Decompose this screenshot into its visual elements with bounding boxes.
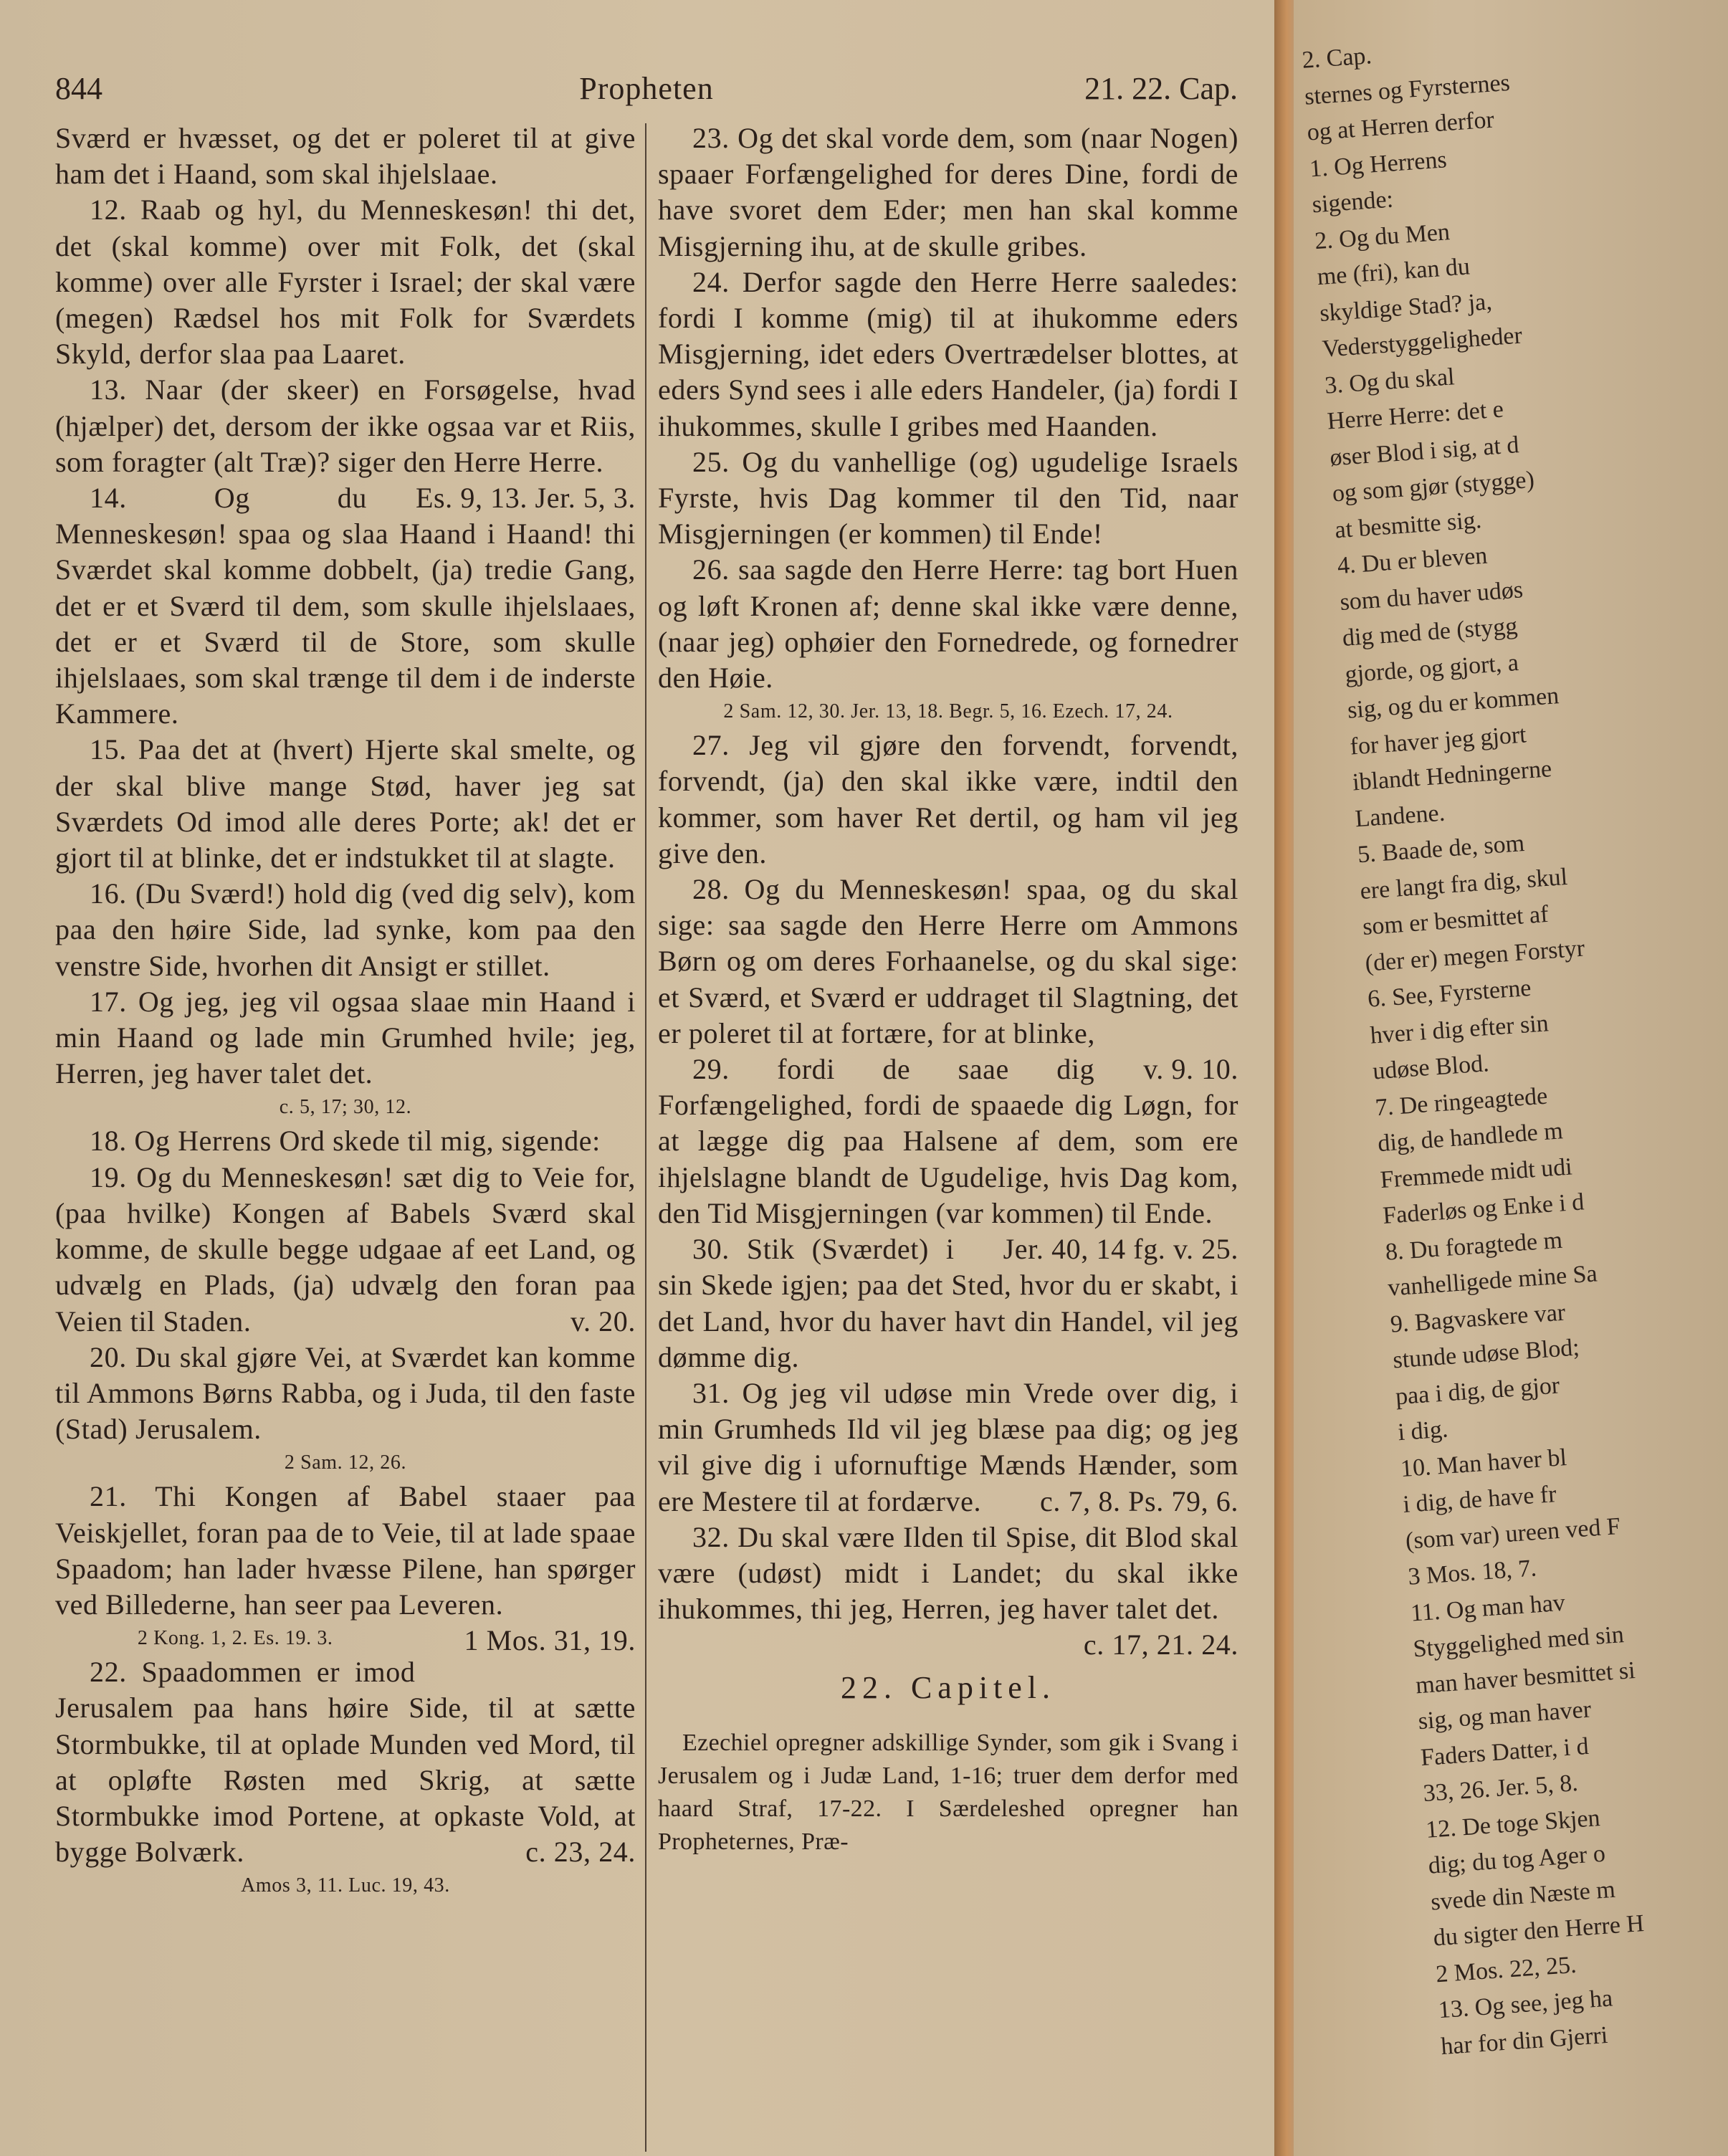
facing-page-line: i dig, de have fr	[1402, 1481, 1557, 1518]
verse-text: Og du Menneskesøn! spaa og slaa Haand i Haand! thi Sværdet skal komme dobbelt, (ja) tredie Gang, det er et Sværd til dem, som skulle ihjelslaaes, det er et Sværd til de Store, som skulle ihjelslaaes, som skal trænge til dem i de inderste Kammere.	[55, 482, 636, 730]
verse-number: 31.	[692, 1376, 730, 1409]
facing-page-line: paa i dig, de gjor	[1394, 1371, 1561, 1410]
facing-page-line: udøse Blod.	[1372, 1050, 1490, 1085]
verse	[55, 480, 636, 732]
verse	[658, 120, 1238, 264]
inline-reference: Es. 9, 13. Jer. 5, 3.	[415, 482, 636, 515]
facing-page-line: stunde udøse Blod;	[1392, 1334, 1580, 1374]
verse-text: Raab og hyl, du Menneskesøn! thi det, det (skal komme) over mit Folk, det (skal komme) over alle Fyrster i Israel; der skal være (megen) Rædsel hos mit Folk for Sværdets Skyld, derfor slaa paa Laaret.	[55, 194, 636, 371]
inline-reference: c. 7, 8. Ps. 79, 6.	[1040, 1484, 1238, 1517]
facing-page-line: 5. Baade de, som	[1356, 830, 1526, 869]
verse	[55, 192, 636, 372]
verse	[658, 728, 1238, 872]
facing-page-line: dig, de handlede m	[1377, 1117, 1564, 1158]
facing-page-line: 10. Man haver bl	[1399, 1444, 1568, 1482]
facing-page-line: 3. Og du skal	[1324, 363, 1456, 399]
verse-text: Og Herrens Ord skede til mig, sigende:	[134, 1125, 601, 1158]
facing-page-line: 7. De ringeagtede	[1374, 1082, 1549, 1121]
cross-reference: Amos 3, 11. Luc. 19, 43.	[241, 1874, 450, 1897]
facing-page-line: hver i dig efter sin	[1369, 1009, 1550, 1049]
verse	[658, 1520, 1238, 1661]
verse	[658, 444, 1238, 553]
verse-number: 26.	[692, 553, 730, 586]
verse-text: Stik (Sværdet) i sin Skede igjen; paa det Sted, hvor du er skabt, i det Land, hvor du haver havt din Handel, vil jeg dømme dig.	[658, 1233, 1238, 1373]
verse-number: 24.	[692, 265, 730, 298]
running-header	[55, 70, 1238, 113]
verse	[55, 732, 636, 876]
facing-page-line: (der er) megen Forstyr	[1364, 935, 1586, 977]
verse-text: Paa det at (hvert) Hjerte skal smelte, og der skal blive mange Stød, haver jeg sat Sværdets Od imod alle deres Porte; ak! det er gjort til at blinke, det er indstukket til at slagte.	[55, 733, 636, 874]
cross-reference: 2 Sam. 12, 30. Jer. 13, 18. Begr. 5, 16. Ezech. 17, 24.	[723, 700, 1173, 723]
facing-page-line: 33, 26. Jer. 5, 8.	[1422, 1769, 1579, 1807]
facing-page-line: for haver jeg gjort	[1349, 720, 1527, 760]
verse-number: 27.	[692, 729, 730, 762]
chapter-heading: 22. Capitel.	[840, 1670, 1056, 1706]
facing-page-line: vanhelligede mine Sa	[1387, 1260, 1598, 1302]
verse	[55, 984, 636, 1092]
verse-number: 23.	[692, 122, 730, 154]
facing-page-line: som er besmittet af	[1361, 900, 1550, 940]
facing-page-line: dig med de (stygg	[1341, 612, 1519, 652]
verse	[55, 1654, 636, 1870]
facing-page-line: Faderløs og Enke i d	[1382, 1188, 1585, 1229]
facing-page-line: svede din Næste m	[1430, 1876, 1616, 1916]
verse-number: 16.	[90, 877, 127, 910]
verse-text: Naar (der skeer) en Forsøgelse, hvad (hjælper) det, dersom der ikke ogsaa var et Riis, som foragter (alt Træ)? siger den Herre Herre.	[55, 373, 636, 478]
inline-reference: c. 17, 21. 24.	[1083, 1628, 1238, 1661]
inline-reference: 1 Mos. 31, 19.	[464, 1624, 636, 1657]
left-column	[55, 120, 636, 1902]
column-divider	[645, 123, 646, 2152]
verse-text: Thi Kongen af Babel staaer paa Veiskjellet, foran paa de to Veie, til at lade spaae Spaadom; han lader hvæsse Pilene, han spørger ved Billederne, han seer paa Leveren.	[55, 1480, 636, 1621]
facing-page-line: 4. Du er bleven	[1336, 542, 1489, 580]
verse-text: Og jeg, jeg vil ogsaa slaae min Haand i min Haand og lade min Grumhed hvile; jeg, Herren, jeg haver talet det.	[55, 985, 636, 1090]
facing-page-line: dig; du tog Ager o	[1427, 1840, 1606, 1879]
facing-page-line: 12. De toge Skjen	[1425, 1804, 1601, 1843]
running-title: Propheten	[579, 71, 714, 106]
verse-text: Derfor sagde den Herre Herre saaledes: fordi I komme (mig) til at ihukomme eders Misgjerning, idet eders Overtrædelser blottes, at eders Synd sees i alle eders Handeler, (ja) fordi I ihukommes, skulle I gribes med Haanden.	[658, 265, 1238, 442]
verse-text: Og det skal vorde dem, som (naar Nogen) spaaer Forfængelighed for deres Dine, fordi de have svoret dem Eder; men han skal komme Misgjerning ihu, at de skulle gribes.	[658, 122, 1238, 262]
cross-reference: c. 5, 17; 30, 12.	[279, 1096, 412, 1119]
facing-page-line: og som gjør (stygge)	[1331, 466, 1535, 507]
facing-page-line: Vederstyggeligheder	[1321, 322, 1523, 363]
verse-number: 21.	[90, 1480, 127, 1513]
verse-text: (Du Sværd!) hold dig (ved dig selv), kom paa den høire Side, lad synke, kom paa den venstre Side, hvorhen dit Ansigt er stillet.	[55, 877, 636, 982]
verse-text: Og jeg vil udøse min Vrede over dig, i min Grumheds Ild vil jeg blæse paa dig; og jeg vil give dig i ufornuftige Mænds Hænder, som ere Mestere til at fordærve.	[658, 1376, 1238, 1517]
facing-page-fragment	[1294, 0, 1646, 2156]
facing-page-line: 9. Bagvaskere var	[1389, 1299, 1567, 1338]
facing-page-line: har for din Gjerri	[1440, 2021, 1609, 2060]
facing-page-line: sig, og man haver	[1417, 1696, 1593, 1735]
facing-page-line: 8. Du foragtede m	[1384, 1226, 1564, 1266]
chapter-summary: Ezechiel opregner adskillige Synder, som gik i Svang i Jerusalem og i Judæ Land, 1-16; truer dem derfor med haard Straf, 17-22. I Særdeleshed opregner han Propheternes, Præ-	[658, 1729, 1238, 1855]
facing-page-line: iblandt Hedningerne	[1351, 755, 1553, 796]
right-column	[658, 120, 1238, 1859]
verse-text: Du skal være Ilden til Spise, dit Blod skal være (udøst) midt i Landet; du skal ikke ihukommes, thi jeg, Herren, jeg haver talet det.	[658, 1520, 1238, 1626]
facing-page-line: 6. See, Fyrsterne	[1367, 974, 1532, 1013]
facing-page-line: sternes og Fyrsternes	[1303, 69, 1511, 110]
inline-reference: Jer. 40, 14 fg. v. 25.	[1003, 1233, 1238, 1266]
facing-page-line: øser Blod i sig, at d	[1329, 431, 1520, 472]
verse-number: 32.	[692, 1520, 730, 1553]
verse-text: Jeg vil gjøre den forvendt, forvendt, forvendt, (ja) den skal ikke være, indtil den kommer, som haver Ret dertil, og ham vil jeg give den.	[658, 729, 1238, 869]
facing-page-line: 11. Og man hav	[1409, 1589, 1566, 1627]
verse-text: fordi de saae dig Forfængelighed, fordi de spaaede dig Løgn, for at lægge dig paa Halsene af dem, som ere ihjelslagne blandt de Ugudelige, hvis Dag kom, den Tid Misgjerningen (var kommen) til Ende.	[658, 1053, 1238, 1229]
facing-page-line: at besmitte sig.	[1334, 506, 1483, 543]
verse	[55, 1123, 636, 1159]
facing-page-line: 13. Og see, jeg ha	[1437, 1985, 1614, 2024]
facing-page-line: sigende:	[1311, 186, 1395, 219]
verse	[55, 120, 636, 192]
verse	[55, 1160, 636, 1340]
verse-number: 19.	[90, 1160, 127, 1193]
facing-page-line: Fremmede midt udi	[1379, 1153, 1573, 1193]
facing-page-line: i dig.	[1397, 1416, 1449, 1446]
facing-page-line: skyldige Stad? ja,	[1319, 287, 1493, 327]
facing-page-line: me (fri), kan du	[1316, 253, 1471, 291]
verse-number: 14.	[90, 482, 127, 515]
facing-page-line: Faders Datter, i d	[1419, 1732, 1590, 1771]
verse	[55, 876, 636, 984]
verse-number: 18.	[90, 1125, 127, 1158]
verse-number: 28.	[692, 873, 730, 906]
verse-number: 25.	[692, 445, 730, 478]
inline-reference: v. 9. 10.	[1143, 1053, 1238, 1086]
inline-reference: c. 23, 24.	[525, 1836, 636, 1869]
facing-page-line: Herre Herre: det e	[1326, 396, 1504, 435]
facing-page-line: 2. Cap.	[1301, 42, 1373, 74]
verse-text: Sværd er hvæsset, og det er poleret til at give ham det i Haand, som skal ihjelslaae.	[55, 122, 636, 191]
verse-text: Og du Menneskesøn! sæt dig to Veie for, (paa hvilke) Kongen af Babels Sværd skal komme, de skulle begge udgaae af eet Land, og udvælg en Plads, (ja) udvælg den foran paa Veien til Staden.	[55, 1160, 636, 1337]
facing-page-line: du sigter den Herre H	[1432, 1910, 1646, 1952]
verse-number: 15.	[90, 733, 127, 766]
verse	[658, 1375, 1238, 1520]
verse-text: Du skal gjøre Vei, at Sværdet kan komme til Ammons Børns Rabba, og i Juda, til den faste (Stad) Jerusalem.	[55, 1340, 636, 1446]
facing-page-line: (som var) ureen ved F	[1404, 1512, 1621, 1555]
facing-page-line: gjorde, og gjort, a	[1344, 649, 1519, 688]
facing-page-line: ere langt fra dig, skul	[1359, 863, 1569, 905]
verse-text: Og du vanhellige (og) ugudelige Israels Fyrste, hvis Dag kommer til den Tid, naar Misgjerningen (er kommen) til Ende!	[658, 445, 1238, 550]
facing-page-line: 3 Mos. 18, 7.	[1407, 1555, 1537, 1590]
verse-text: Spaadommen er imod Jerusalem paa hans høire Side, til at sætte Stormbukke, til at oplade Munden ved Mord, til at opløfte Røsten med Skrig, at sætte Stormbukke imod Portene, at opkaste Vold, at bygge Bolværk.	[55, 1656, 636, 1869]
facing-page-line: som du haver udøs	[1339, 576, 1524, 616]
facing-page-line: Styggelighed med sin	[1412, 1621, 1625, 1663]
verse-number: 13.	[90, 373, 127, 406]
verse-number: 20.	[90, 1340, 127, 1373]
verse-number: 17.	[90, 985, 127, 1018]
page-number: 844	[55, 71, 102, 106]
verse	[55, 1340, 636, 1448]
verse-text: Og du Menneskesøn! spaa, og du skal sige: saa sagde den Herre Herre om Ammons Børn og om deres Forhaanelse, og du skal sige: et Sværd, et Sværd er uddraget til Slagtning, det er poleret til at fortære, for at blinke,	[658, 873, 1238, 1049]
facing-page-line: Landene.	[1354, 799, 1446, 832]
cross-reference: 2 Kong. 1, 2. Es. 19. 3.	[137, 1627, 333, 1650]
inline-reference: v. 20.	[570, 1304, 636, 1337]
facing-page-line: sig, og du er kommen	[1346, 682, 1560, 724]
chapter-range: 21. 22. Cap.	[1084, 71, 1238, 106]
verse	[658, 552, 1238, 696]
verse-number: 22.	[90, 1656, 127, 1689]
verse-number: 29.	[692, 1053, 730, 1086]
facing-page-line: 2 Mos. 22, 25.	[1435, 1951, 1577, 1988]
verse	[658, 264, 1238, 444]
facing-page-line: og at Herren derfor	[1306, 106, 1495, 146]
verse-text: saa sagde den Herre Herre: tag bort Huen og løft Kronen af; denne skal ikke være denne, (naar jeg) ophøier den Fornedrede, og fornedrer den Høie.	[658, 553, 1238, 695]
verse-number: 30.	[692, 1233, 730, 1266]
facing-page-line: 2. Og du Men	[1314, 218, 1451, 254]
cross-reference: 2 Sam. 12, 26.	[284, 1451, 407, 1474]
verse-number: 12.	[90, 194, 127, 226]
facing-page-line: man haver besmittet si	[1414, 1656, 1636, 1699]
facing-page-line: 1. Og Herrens	[1308, 146, 1448, 183]
